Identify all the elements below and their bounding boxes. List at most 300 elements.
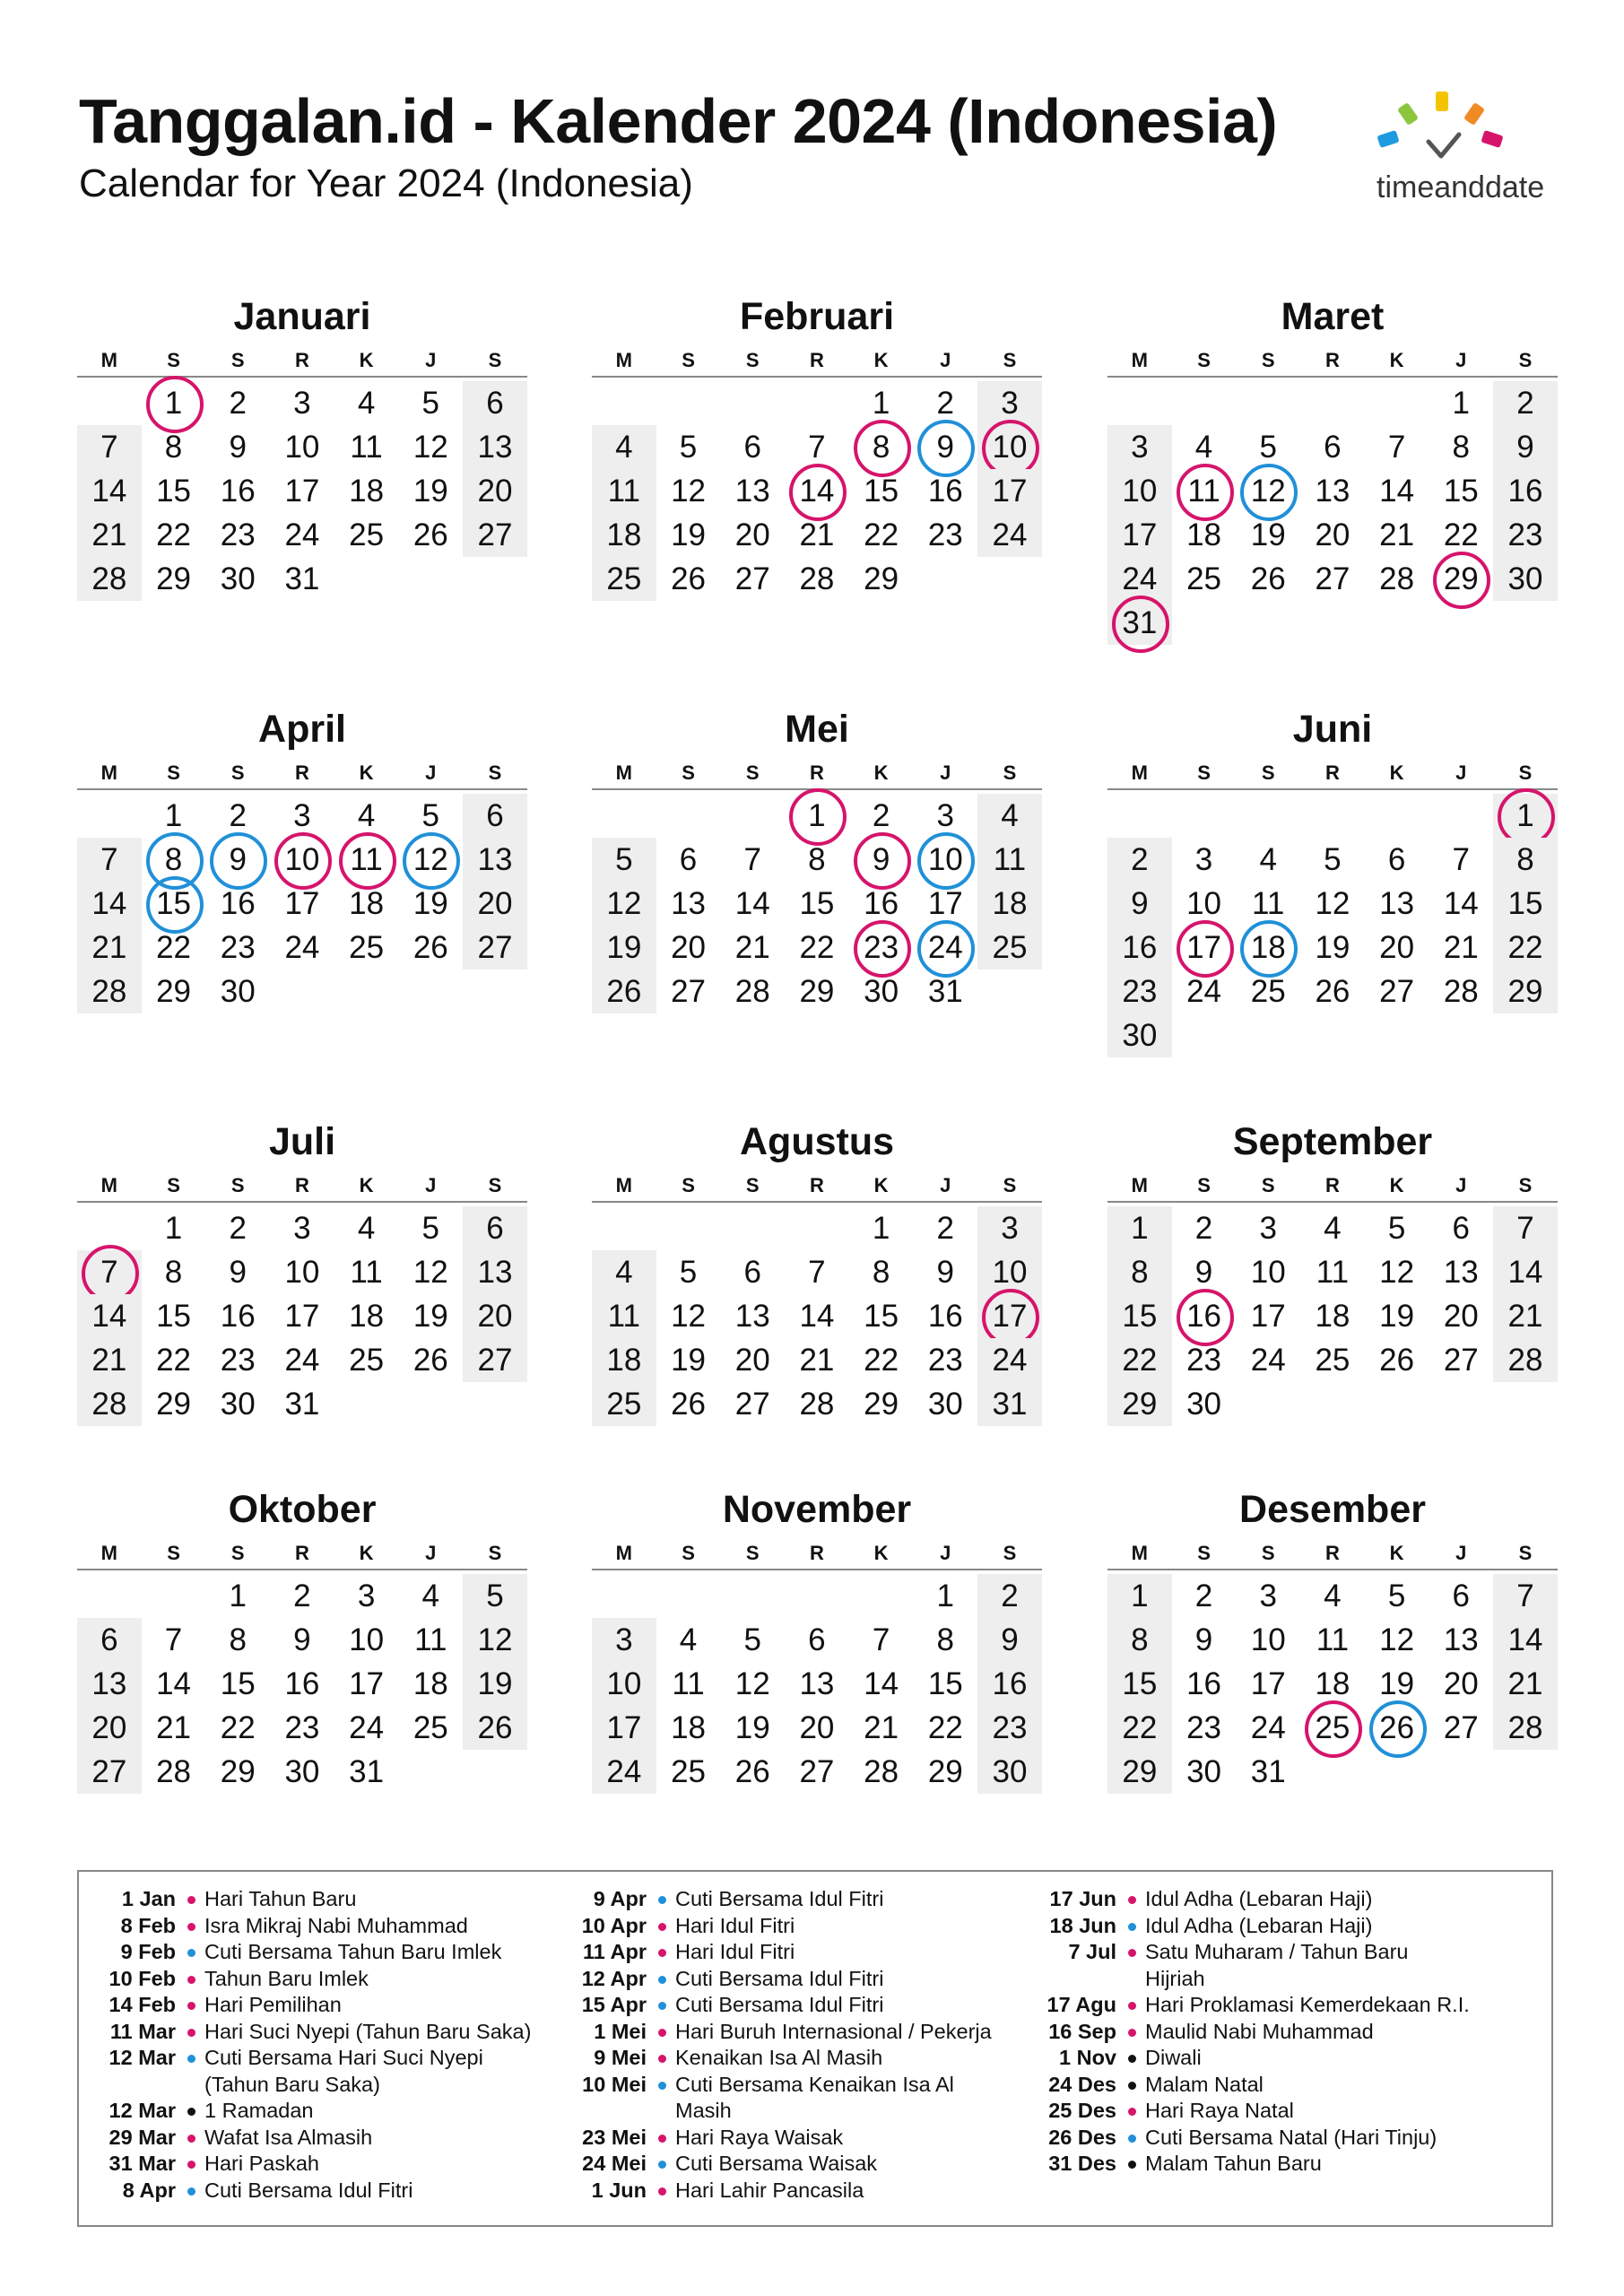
legend-description: Hari Raya Natal [1145, 2099, 1294, 2122]
legend-date: 9 Mei [594, 2046, 647, 2069]
day-cell [463, 1574, 527, 1618]
day-number: 29 [1443, 561, 1479, 596]
legend-description: Hijriah [1145, 1966, 1205, 1990]
day-number: 10 [992, 430, 1028, 465]
week-row [77, 513, 527, 557]
day-cell [1493, 838, 1558, 882]
day-cell [1493, 1662, 1558, 1706]
day-cell [270, 1206, 334, 1250]
day-cell [1107, 882, 1172, 926]
week-row [77, 1574, 527, 1618]
day-cell [720, 513, 785, 557]
day-number: 18 [606, 1343, 642, 1378]
day-cell [785, 1382, 849, 1426]
day-number: 6 [100, 1622, 118, 1657]
day-number: 22 [1443, 517, 1479, 552]
day-cell [1107, 1382, 1172, 1426]
empty-day-cell [785, 1206, 849, 1250]
legend-entry [1036, 1886, 1594, 1913]
day-cell [1300, 1574, 1365, 1618]
empty-day-cell [1300, 1750, 1365, 1794]
day-number: 27 [477, 930, 513, 965]
month-februari [592, 291, 1042, 601]
day-number: 26 [1379, 1343, 1415, 1378]
empty-day-cell [1236, 381, 1300, 425]
day-number: 20 [671, 930, 706, 965]
day-cell [142, 1750, 206, 1794]
day-cell [849, 1382, 914, 1426]
day-number: 23 [1122, 974, 1158, 1009]
day-cell [849, 1750, 914, 1794]
day-cell [977, 1294, 1042, 1338]
legend-date: 29 Mar [109, 2125, 176, 2149]
day-number: 6 [808, 1622, 826, 1657]
day-number: 8 [808, 842, 826, 877]
day-number: 12 [413, 1255, 448, 1290]
weekday-header-row [1107, 1540, 1558, 1570]
pink-bullet-icon [1116, 2098, 1145, 2125]
day-number: 10 [349, 1622, 385, 1657]
weekday-label: M [100, 1174, 117, 1196]
day-number: 27 [1443, 1710, 1479, 1745]
day-cell [1300, 425, 1365, 469]
day-number: 22 [799, 930, 835, 965]
day-cell [1300, 882, 1365, 926]
week-row [592, 469, 1042, 513]
day-number: 22 [156, 930, 191, 965]
day-cell [1236, 1574, 1300, 1618]
day-number: 14 [734, 886, 770, 921]
day-cell [1365, 1662, 1429, 1706]
day-cell [205, 1618, 270, 1662]
day-number: 14 [1379, 474, 1415, 509]
day-number: 23 [927, 1343, 963, 1378]
legend-entry [1036, 2019, 1594, 2046]
empty-day-cell [398, 557, 463, 601]
legend-date: 15 Apr [581, 1993, 647, 2016]
day-number: 17 [284, 1299, 320, 1334]
page-subtitle: Calendar for Year 2024 (Indonesia) [79, 161, 693, 205]
day-number: 17 [1122, 517, 1158, 552]
empty-day-cell [142, 1574, 206, 1618]
day-number: 1 [1516, 798, 1534, 833]
month-name: Agustus [740, 1120, 894, 1163]
day-cell [1300, 1662, 1365, 1706]
day-number: 17 [1250, 1299, 1286, 1334]
day-cell [398, 425, 463, 469]
day-cell [1365, 1618, 1429, 1662]
pink-bullet-icon [647, 1913, 675, 1940]
pink-bullet-icon [176, 1966, 204, 1993]
day-number: 28 [156, 1754, 191, 1789]
day-cell [1429, 469, 1493, 513]
day-cell [1493, 1618, 1558, 1662]
day-number: 4 [357, 798, 376, 833]
weekday-label: K [873, 1174, 889, 1196]
day-number: 16 [220, 886, 256, 921]
day-number: 14 [91, 886, 127, 921]
day-cell [977, 425, 1042, 469]
day-cell [1172, 1206, 1237, 1250]
day-number: 5 [421, 798, 440, 833]
day-number: 5 [679, 1255, 698, 1290]
day-number: 2 [936, 1211, 955, 1246]
day-number: 26 [1315, 974, 1350, 1009]
day-cell [334, 381, 399, 425]
weekday-label: J [1455, 1542, 1467, 1564]
day-number: 21 [1443, 930, 1479, 965]
weekday-header-row [77, 1540, 527, 1570]
day-number: 14 [1507, 1255, 1543, 1290]
weekday-label: K [873, 1542, 889, 1564]
legend-date: 10 Apr [581, 1913, 647, 1937]
day-number: 12 [477, 1622, 513, 1657]
day-cell [1107, 425, 1172, 469]
legend-entry [1036, 1913, 1594, 1940]
day-number: 13 [734, 474, 770, 509]
day-cell [270, 381, 334, 425]
day-number: 30 [220, 974, 256, 1009]
day-number: 28 [91, 974, 127, 1009]
week-row [592, 1574, 1042, 1618]
day-number: 16 [1507, 474, 1543, 509]
day-number: 18 [1315, 1666, 1350, 1701]
weekday-label: M [1131, 761, 1148, 784]
weekday-label: S [1261, 1542, 1275, 1564]
day-cell [849, 425, 914, 469]
day-cell [656, 1250, 721, 1294]
day-number: 15 [1122, 1666, 1158, 1701]
day-cell [656, 1618, 721, 1662]
day-cell [270, 469, 334, 513]
day-number: 15 [220, 1666, 256, 1701]
day-cell [1107, 838, 1172, 882]
day-number: 1 [164, 1211, 183, 1246]
day-number: 6 [1324, 430, 1342, 465]
empty-day-cell [334, 557, 399, 601]
day-number: 14 [864, 1666, 899, 1701]
legend-entry [566, 1939, 1061, 1966]
day-cell [592, 1750, 656, 1794]
legend-entry [566, 2045, 1061, 2072]
weekday-label: R [809, 349, 824, 371]
day-cell [1365, 1706, 1429, 1750]
week-row [592, 1662, 1042, 1706]
day-number: 20 [734, 1343, 770, 1378]
weekday-label: S [1197, 1542, 1211, 1564]
day-cell [849, 557, 914, 601]
legend-entry [566, 2151, 1061, 2178]
week-row [77, 425, 527, 469]
day-cell [1429, 425, 1493, 469]
day-cell [398, 513, 463, 557]
empty-day-cell [1300, 601, 1365, 645]
day-number: 2 [1516, 386, 1534, 421]
month-agustus [592, 1117, 1042, 1426]
day-cell [270, 1250, 334, 1294]
day-cell [977, 513, 1042, 557]
empty-day-cell [1429, 1750, 1493, 1794]
day-number: 1 [872, 1211, 890, 1246]
day-number: 25 [1186, 561, 1221, 596]
legend-date: 16 Sep [1048, 2019, 1116, 2043]
day-cell [1172, 926, 1237, 970]
day-number: 13 [477, 430, 513, 465]
day-number: 28 [1507, 1710, 1543, 1745]
day-cell [398, 1618, 463, 1662]
day-number: 28 [1379, 561, 1415, 596]
day-number: 8 [164, 430, 183, 465]
day-number: 15 [156, 474, 191, 509]
day-number: 15 [156, 1299, 191, 1334]
week-row [592, 1206, 1042, 1250]
legend-date: 12 Apr [581, 1966, 647, 1990]
legend-entry [1036, 2151, 1594, 2178]
empty-day-cell [334, 970, 399, 1013]
day-cell [1107, 557, 1172, 601]
day-number: 23 [284, 1710, 320, 1745]
day-cell [1493, 381, 1558, 425]
empty-day-cell [785, 1574, 849, 1618]
day-number: 23 [992, 1710, 1028, 1745]
day-number: 27 [1443, 1343, 1479, 1378]
day-cell [977, 1750, 1042, 1794]
day-cell [720, 1750, 785, 1794]
day-cell [592, 1294, 656, 1338]
empty-day-cell [977, 557, 1042, 601]
legend-date: 25 Des [1048, 2099, 1116, 2122]
day-cell [913, 838, 977, 882]
day-number: 9 [872, 842, 890, 877]
day-number: 12 [606, 886, 642, 921]
legend-entry [566, 2125, 1061, 2152]
day-number: 18 [349, 886, 385, 921]
day-cell [142, 513, 206, 557]
day-cell [913, 1250, 977, 1294]
blue-bullet-icon [176, 2045, 204, 2072]
weekday-label: R [1324, 349, 1340, 371]
day-cell [785, 1662, 849, 1706]
empty-day-cell [849, 1574, 914, 1618]
day-number: 26 [1379, 1710, 1415, 1745]
day-cell [334, 1294, 399, 1338]
day-number: 28 [734, 974, 770, 1009]
day-cell [1107, 1706, 1172, 1750]
day-cell [205, 381, 270, 425]
pink-bullet-icon [176, 2019, 204, 2046]
day-number: 9 [936, 1255, 955, 1290]
day-number: 25 [1315, 1343, 1350, 1378]
day-number: 25 [606, 561, 642, 596]
day-number: 7 [808, 430, 826, 465]
day-number: 31 [349, 1754, 385, 1789]
day-cell [913, 1382, 977, 1426]
day-cell [1300, 1206, 1365, 1250]
legend-description: Cuti Bersama Tahun Baru Imlek [204, 1940, 502, 1963]
day-number: 23 [220, 517, 256, 552]
day-number: 1 [808, 798, 826, 833]
weekday-header-row [1107, 347, 1558, 378]
week-row [1107, 882, 1558, 926]
day-cell [785, 513, 849, 557]
day-number: 3 [1194, 842, 1213, 877]
day-number: 25 [1250, 974, 1286, 1009]
day-number: 15 [1443, 474, 1479, 509]
day-cell [1236, 838, 1300, 882]
day-number: 29 [864, 561, 899, 596]
legend-spacer [647, 2098, 675, 2125]
day-cell [77, 425, 142, 469]
legend-description: Wafat Isa Almasih [204, 2125, 373, 2149]
day-cell [77, 513, 142, 557]
day-cell [1429, 838, 1493, 882]
weekday-label: S [167, 761, 180, 784]
day-cell [270, 882, 334, 926]
day-number: 20 [91, 1710, 127, 1745]
day-cell [1107, 1574, 1172, 1618]
day-number: 23 [1186, 1343, 1221, 1378]
day-number: 18 [606, 517, 642, 552]
day-cell [1493, 1574, 1558, 1618]
weekday-label: S [1197, 349, 1211, 371]
legend-description: Cuti Bersama Waisak [675, 2152, 878, 2175]
day-cell [977, 1574, 1042, 1618]
weekday-label: R [809, 1542, 824, 1564]
day-cell [334, 794, 399, 838]
day-number: 19 [606, 930, 642, 965]
day-cell [1493, 1706, 1558, 1750]
day-number: 26 [477, 1710, 513, 1745]
weekday-label: S [682, 1174, 695, 1196]
legend-date: 9 Apr [593, 1887, 647, 1910]
day-cell [398, 469, 463, 513]
day-cell [205, 469, 270, 513]
day-cell [205, 1662, 270, 1706]
day-cell [142, 1618, 206, 1662]
day-cell [1236, 882, 1300, 926]
day-number: 21 [91, 1343, 127, 1378]
day-number: 22 [156, 1343, 191, 1378]
day-number: 22 [1122, 1710, 1158, 1745]
pink-bullet-icon [647, 2178, 675, 2205]
day-cell [1365, 469, 1429, 513]
day-cell [270, 1574, 334, 1618]
legend-description: Isra Mikraj Nabi Muhammad [204, 1913, 468, 1937]
legend-entry [95, 2125, 581, 2152]
weekday-label: K [359, 761, 374, 784]
legend-date: 8 Apr [122, 2178, 176, 2202]
day-number: 25 [349, 930, 385, 965]
day-cell [592, 1662, 656, 1706]
day-cell [463, 469, 527, 513]
week-row [77, 1206, 527, 1250]
weekday-label: M [615, 349, 632, 371]
day-number: 29 [156, 561, 191, 596]
legend-entry [566, 1913, 1061, 1940]
day-cell [398, 1338, 463, 1382]
legend-date: 10 Mei [582, 2072, 647, 2096]
legend-column-2 [566, 1886, 1061, 2204]
day-number: 24 [927, 930, 963, 965]
day-number: 3 [615, 1622, 633, 1657]
legend-date: 1 Mei [594, 2019, 647, 2043]
legend-date: 8 Feb [120, 1913, 176, 1937]
weekday-header-row [592, 1540, 1042, 1570]
legend-entry [1036, 1939, 1594, 1966]
day-cell [977, 381, 1042, 425]
empty-day-cell [1493, 1013, 1558, 1057]
legend-entry [95, 2019, 581, 2046]
legend-date: 9 Feb [120, 1940, 176, 1963]
day-number: 29 [1507, 974, 1543, 1009]
day-cell [656, 1382, 721, 1426]
legend-entry [95, 1966, 581, 1993]
legend-description: Cuti Bersama Kenaikan Isa Al [675, 2072, 954, 2096]
day-cell [1236, 557, 1300, 601]
month-juli [77, 1117, 527, 1426]
day-number: 16 [864, 886, 899, 921]
legend-entry [566, 2019, 1061, 2046]
day-number: 2 [936, 386, 955, 421]
legend-column-3 [1036, 1886, 1594, 2178]
empty-day-cell [720, 1574, 785, 1618]
week-row [592, 1706, 1042, 1750]
legend-entry [95, 1886, 581, 1913]
day-number: 17 [284, 474, 320, 509]
day-cell [656, 1706, 721, 1750]
day-cell [463, 1706, 527, 1750]
day-number: 21 [91, 930, 127, 965]
day-number: 3 [1131, 430, 1149, 465]
day-number: 13 [477, 1255, 513, 1290]
day-number: 3 [1001, 386, 1019, 421]
day-number: 25 [671, 1754, 706, 1789]
day-number: 17 [1250, 1666, 1286, 1701]
day-number: 5 [1387, 1211, 1406, 1246]
weekday-label: R [1324, 1542, 1340, 1564]
legend-entry [1036, 2125, 1594, 2152]
week-row [77, 838, 527, 882]
day-number: 21 [799, 1343, 835, 1378]
day-cell [1107, 1618, 1172, 1662]
week-row [1107, 970, 1558, 1013]
day-cell [398, 1706, 463, 1750]
day-cell [785, 838, 849, 882]
day-number: 4 [1259, 842, 1277, 877]
week-row [592, 425, 1042, 469]
day-number: 13 [671, 886, 706, 921]
empty-day-cell [398, 970, 463, 1013]
day-cell [1365, 1206, 1429, 1250]
day-number: 7 [743, 842, 761, 877]
day-cell [205, 513, 270, 557]
weekday-label: S [745, 761, 760, 784]
empty-day-cell [1429, 1382, 1493, 1426]
day-number: 19 [1379, 1666, 1415, 1701]
day-cell [720, 469, 785, 513]
week-row [592, 1750, 1042, 1794]
empty-day-cell [1172, 381, 1237, 425]
day-number: 14 [799, 474, 835, 509]
day-cell [1172, 1574, 1237, 1618]
day-cell [656, 557, 721, 601]
day-cell [77, 838, 142, 882]
day-number: 23 [220, 1343, 256, 1378]
day-cell [1429, 381, 1493, 425]
day-number: 18 [1186, 517, 1221, 552]
pink-bullet-icon [176, 2125, 204, 2152]
day-cell [1107, 1294, 1172, 1338]
